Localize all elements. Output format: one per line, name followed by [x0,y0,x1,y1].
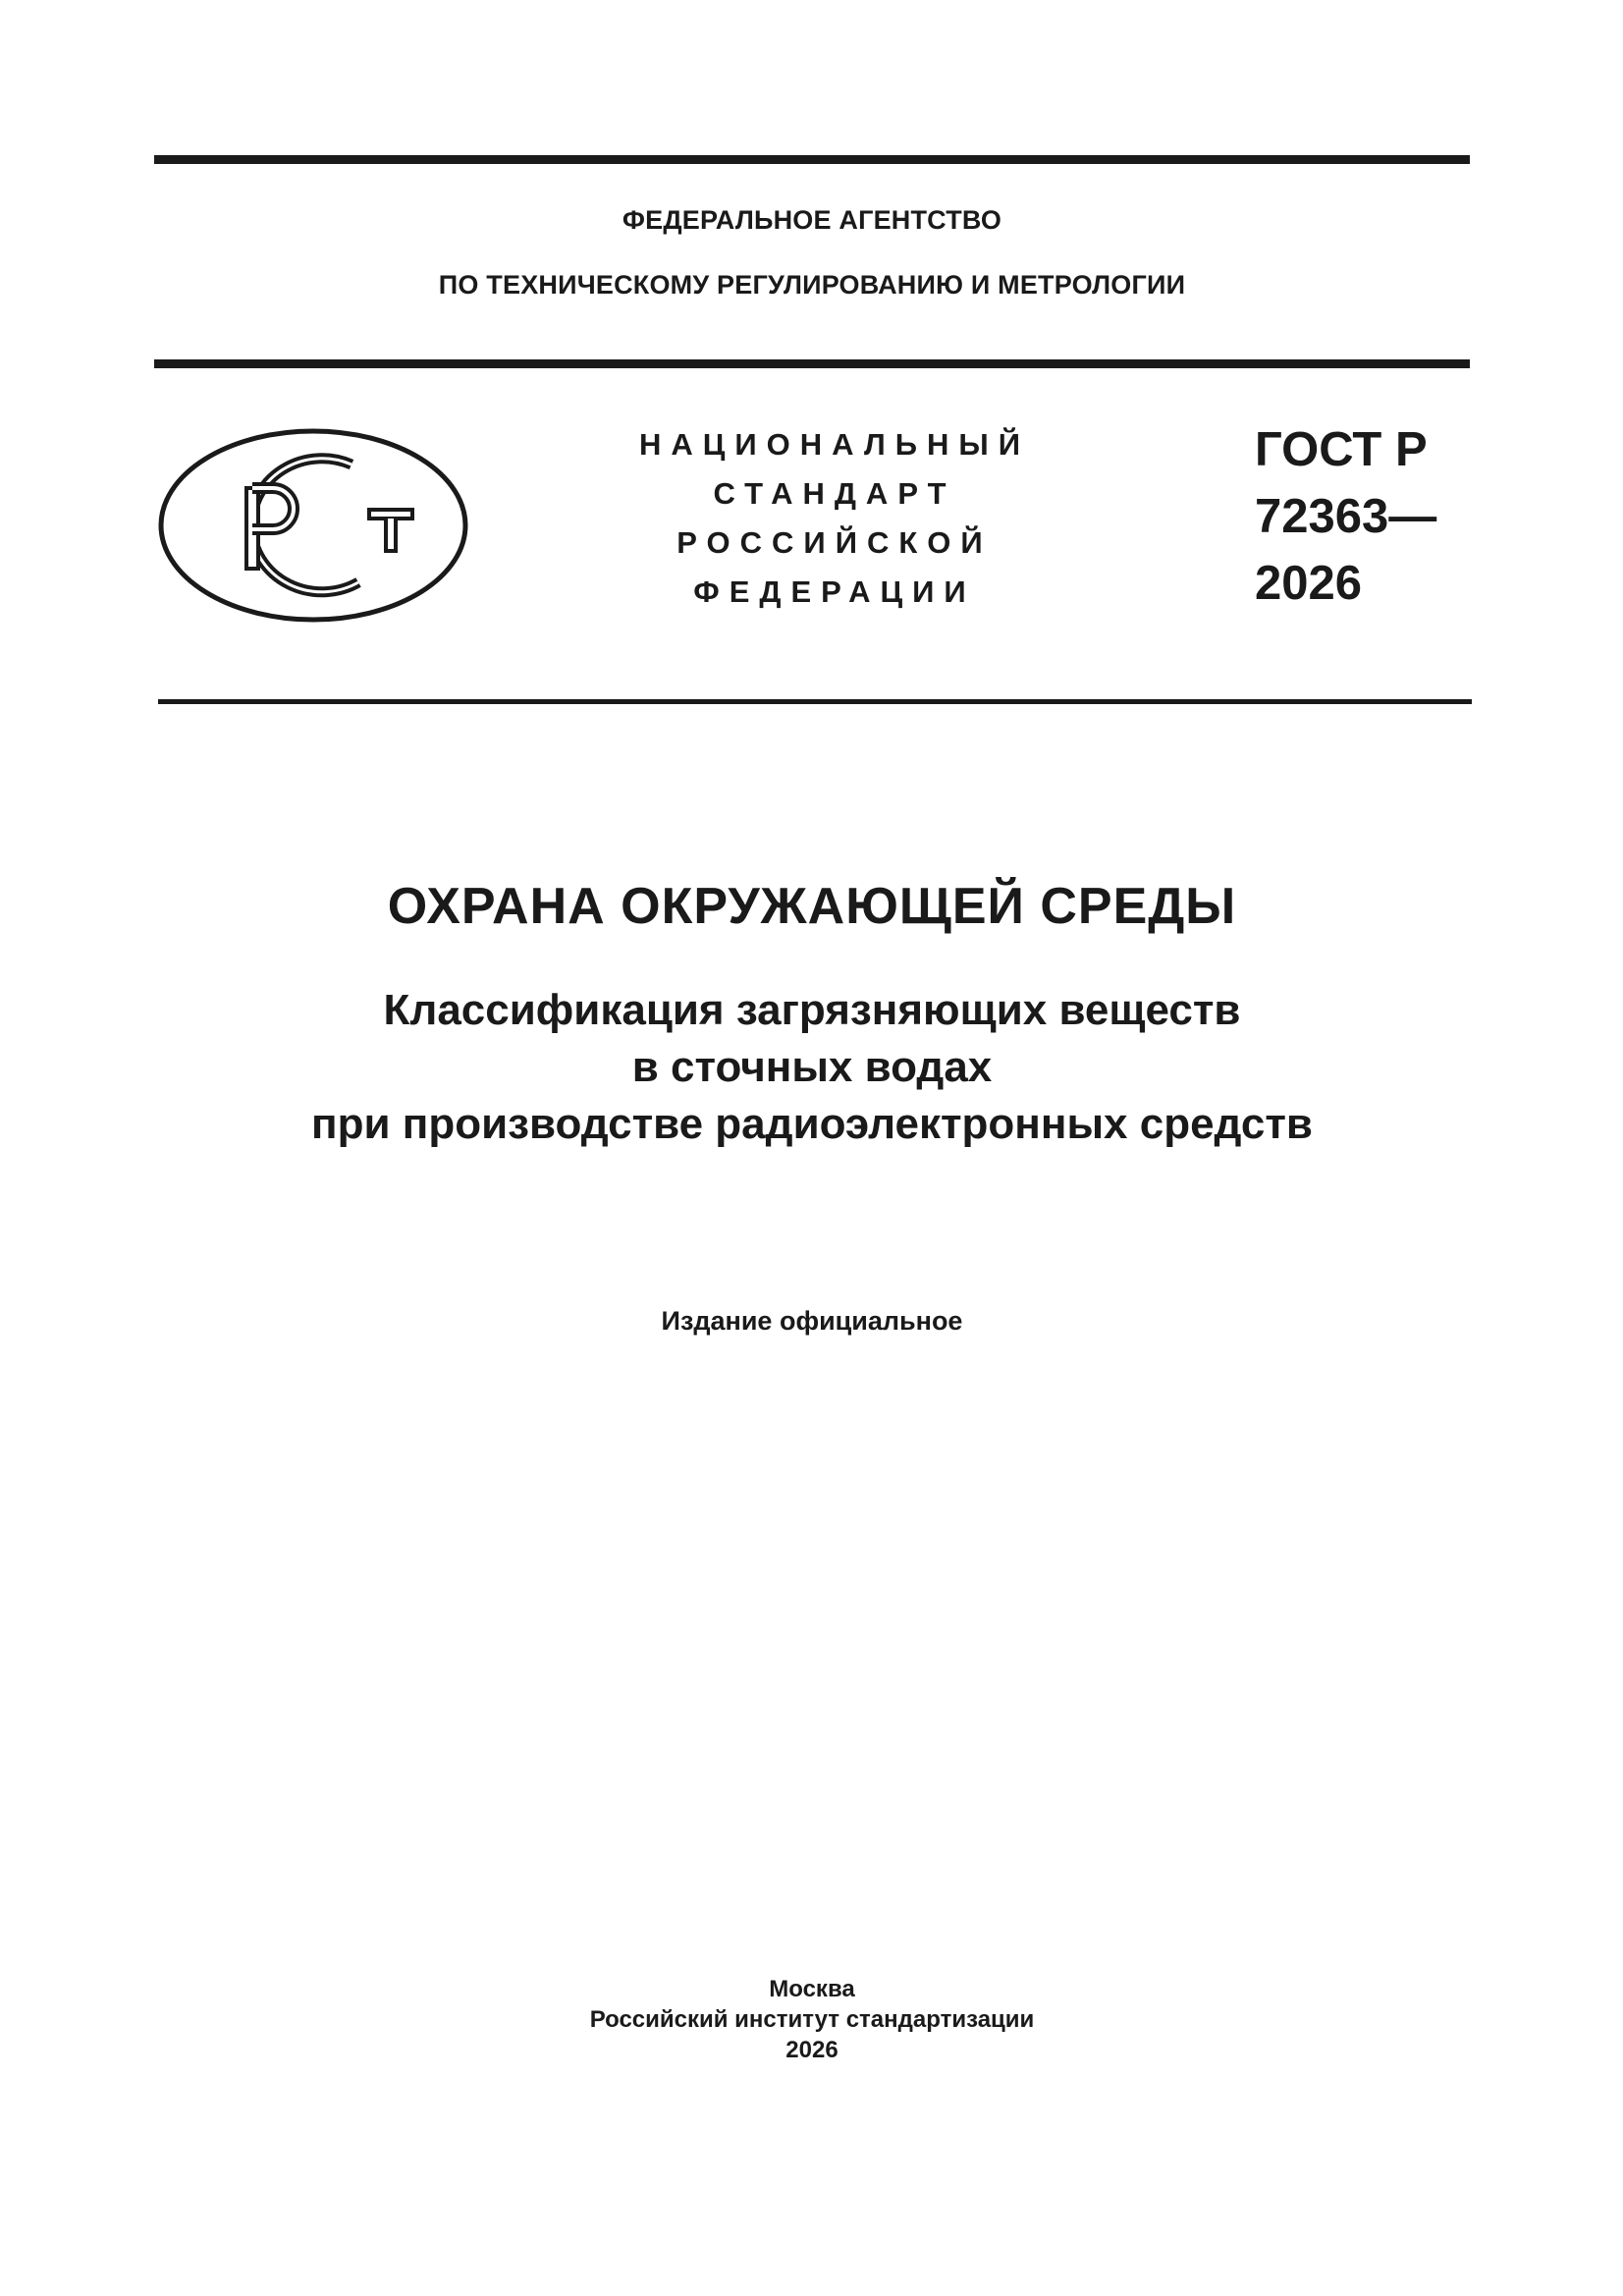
imprint [154,1974,1470,2065]
national-standard-heading [579,420,1090,617]
subtitle-line2: в сточных водах [631,1043,993,1091]
national-standard-line2: СТАНДАРТ [713,476,956,511]
designation-line2: 72363— [1255,490,1437,543]
designation-line1: ГОСТ Р [1255,423,1428,476]
national-standard-line3: РОССИЙСКОЙ [676,525,993,560]
agency-name-line2: ПО ТЕХНИЧЕСКОМУ РЕГУЛИРОВАНИЮ И МЕТРОЛОГИИ [438,270,1186,300]
document-title: ОХРАНА ОКРУЖАЮЩЕЙ СРЕДЫ [387,878,1237,935]
imprint-publisher: Российский институт стандартизации [589,2006,1035,2033]
rst-emblem-icon [157,427,469,624]
national-standard-line1: НАЦИОНАЛЬНЫЙ [638,427,1031,462]
national-standard-line4: ФЕДЕРАЦИИ [693,574,976,609]
imprint-year: 2026 [785,2037,839,2063]
agency-name-line1: ФЕДЕРАЛЬНОЕ АГЕНТСТВО [622,205,1002,235]
designation-line3: 2026 [1255,557,1363,610]
subtitle-line1: Классификация загрязняющих веществ [383,986,1241,1034]
edition-note: Издание официальное [661,1306,963,1336]
middle-rule [154,359,1470,368]
standard-designation [1255,416,1471,617]
top-rule [154,155,1470,164]
document-subtitle [154,982,1470,1153]
subtitle-line3: при производстве радиоэлектронных средств [311,1100,1313,1148]
bottom-rule [158,699,1472,704]
imprint-city: Москва [769,1976,855,2002]
